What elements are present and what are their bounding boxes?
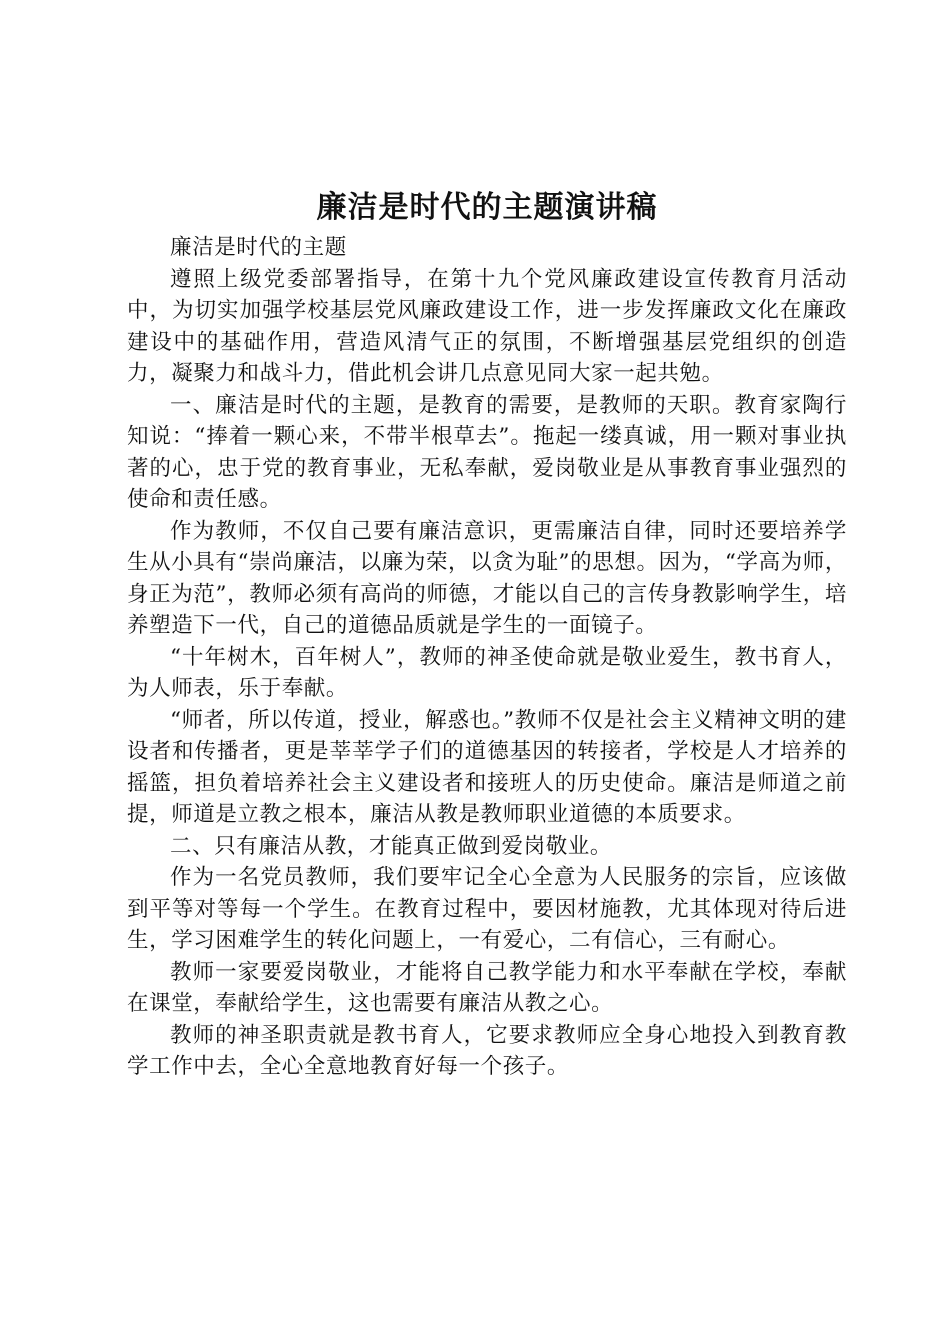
paragraph: 教师的神圣职责就是教书育人，它要求教师应全身心地投入到教育教学工作中去，全心全意地教育好每一个孩子。 bbox=[127, 1022, 847, 1079]
paragraph: 作为教师，不仅自己要有廉洁意识，更需廉洁自律，同时还要培养学生从小具有“崇尚廉洁，以廉为荣，以贪为耻”的思想。因为，“学高为师，身正为范”，教师必须有高尚的师德，才能以自己的言传身教影响学生，培养塑造下一代，自己的道德品质就是学生的一面镜子。 bbox=[127, 518, 847, 638]
paragraph: 廉洁是时代的主题 bbox=[170, 235, 347, 260]
paragraph: 遵照上级党委部署指导，在第十九个党风廉政建设宣传教育月活动中，为切实加强学校基层党风廉政建设工作，进一步发挥廉政文化在廉政建设中的基础作用，营造风清气正的氛围，不断增强基层党组织的创造力，凝聚力和战斗力，借此机会讲几点意见同大家一起共勉。 bbox=[127, 266, 847, 386]
paragraph: 一、廉洁是时代的主题，是教育的需要，是教师的天职。教育家陶行知说：“捧着一颗心来，不带半根草去”。拖起一缕真诚，用一颗对事业执著的心，忠于党的教育事业，无私奉献，爱岗敬业是从事教育事业强烈的使命和责任感。 bbox=[127, 392, 847, 512]
paragraph: “十年树木，百年树人”，教师的神圣使命就是敬业爱生，教书育人，为人师表，乐于奉献。 bbox=[127, 644, 847, 701]
paragraph: 作为一名党员教师，我们要牢记全心全意为人民服务的宗旨，应该做到平等对等每一个学生。在教育过程中，要因材施教，尤其体现对待后进生，学习困难学生的转化问题上，一有爱心，二有信心，三有耐心。 bbox=[127, 865, 847, 953]
document-body bbox=[127, 232, 847, 1083]
paragraph: “师者，所以传道，授业，解惑也。”教师不仅是社会主义精神文明的建设者和传播者，更是莘莘学子们的道德基因的转接者，学校是人才培养的摇篮，担负着培养社会主义建设者和接班人的历史使命。廉洁是师道之前提，师道是立教之根本，廉洁从教是教师职业道德的本质要求。 bbox=[127, 707, 847, 827]
paragraph: 二、只有廉洁从教，才能真正做到爱岗敬业。 bbox=[170, 833, 613, 859]
paragraph: 教师一家要爱岗敬业，才能将自己教学能力和水平奉献在学校，奉献在课堂，奉献给学生，这也需要有廉洁从教之心。 bbox=[127, 959, 847, 1016]
document-page bbox=[127, 186, 847, 1083]
document-title: 廉洁是时代的主题演讲稿 bbox=[316, 190, 658, 225]
